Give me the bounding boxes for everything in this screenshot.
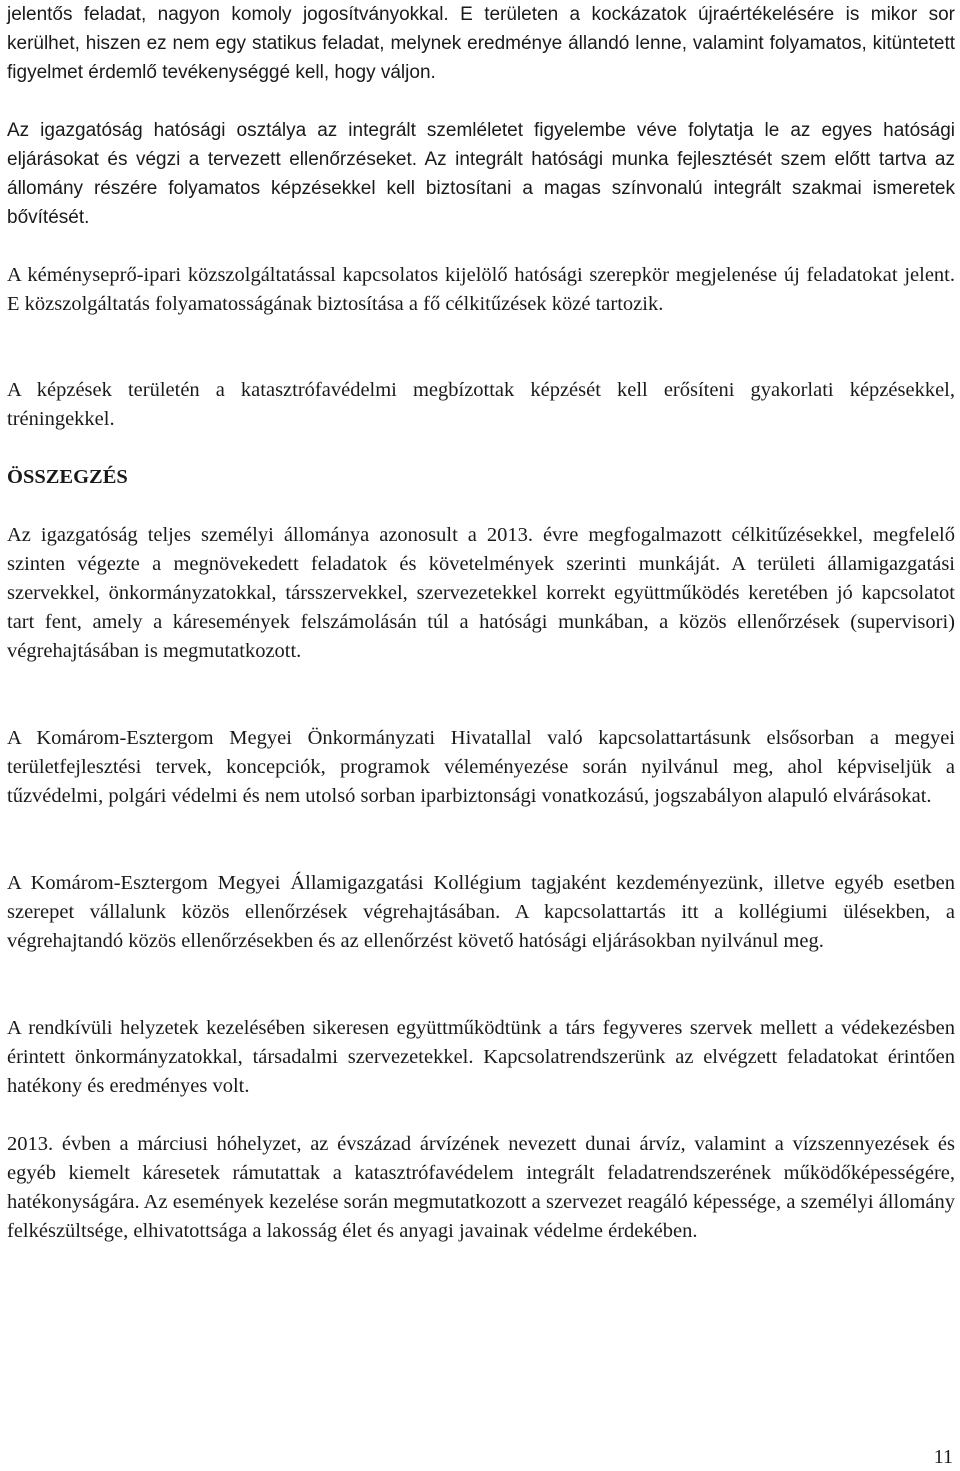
- paragraph-osszegzes: Az igazgatóság teljes személyi állománya azonosult a 2013. évre megfogalmazott célkitűzésekkel, megfelelő szinten végezte a megnövekedett feladatok és követelmények szerinti munkáját. A területi államigazgatási szervekkel, önkormányzatokkal, társszervekkel, szervezetekkel korrekt együttműködés keretében jó kapcsolatot tart fent, amely a káresemények felszámolásán túl a hatósági munkában, a közös ellenőrzések (supervisori) végrehajtásában is megmutatkozott.: [7, 524, 955, 662]
- paragraph-komarom-onkormanyzati: A Komárom-Esztergom Megyei Önkormányzati Hivatallal való kapcsolattartásunk elsősorban a megyei területfejlesztési tervek, koncepciók, programok véleményezése során nyilvánul meg, ahol képviseljük a tűzvédelmi, polgári védelmi és nem utolsó sorban iparbiztonsági vonatkozású, jogszabályon alapuló elvárásokat.: [7, 727, 955, 807]
- paragraph-2013-ev: 2013. évben a márciusi hóhelyzet, az évszázad árvízének nevezett dunai árvíz, valamint a vízszennyezések és egyéb kiemelt káresetek rámutattak a katasztrófavédelem integrált feladatrendszerének működőképességére, hatékonyságára. Az események kezelése során megmutatkozott a szervezet reagáló képessége, a személyi állomány felkészültsége, elhivatottsága a lakosság élet és anyagi javainak védelme érdekében.: [7, 1133, 955, 1242]
- paragraph-kemenysepro: A kéményseprő-ipari közszolgáltatással kapcsolatos kijelölő hatósági szerepkör megjelenése új feladatokat jelent. E közszolgáltatás folyamatosságának biztosítása a fő célkitűzések közé tartozik.: [7, 264, 955, 315]
- paragraph-hatosagi-osztaly: Az igazgatóság hatósági osztálya az integrált szemléletet figyelembe véve folytatja le az egyes hatósági eljárásokat és végzi a tervezett ellenőrzéseket. Az integrált hatósági munka fejlesztését szem előtt tartva az állomány részére folyamatos képzésekkel kell biztosítani a magas színvonalú integrált szakmai ismeretek bővítését.: [7, 120, 955, 228]
- paragraph-kepzesek: A képzések területén a katasztrófavédelmi megbízottak képzését kell erősíteni gyakorlati képzésekkel, tréningekkel.: [7, 379, 955, 430]
- section-heading-osszegzes: ÖSSZEGZÉS: [7, 466, 128, 488]
- paragraph-rendkivuli-helyzetek: A rendkívüli helyzetek kezelésében sikeresen együttműködtünk a társ fegyveres szervek mellett a védekezésben érintett önkormányzatokkal, társadalmi szervezetekkel. Kapcsolatrendszerünk az elvégzett feladatokat érintően hatékony és eredményes volt.: [7, 1017, 955, 1097]
- paragraph-continuation: jelentős feladat, nagyon komoly jogosítványokkal. E területen a kockázatok újraértékelésére is mikor sor kerülhet, hiszen ez nem egy statikus feladat, melynek eredménye állandó lenne, valamint folyamatos, kitüntetett figyelmet érdemlő tevékenységgé kell, hogy váljon.: [7, 4, 955, 83]
- page-number: 11: [933, 1446, 953, 1468]
- paragraph-komarom-allamigazgatasi: A Komárom-Esztergom Megyei Államigazgatási Kollégium tagjaként kezdeményezünk, illetve egyéb esetben szerepet vállalunk közös ellenőrzések végrehajtásában. A kapcsolattartás itt a kollégiumi ülésekben, a végrehajtandó közös ellenőrzésekben és az ellenőrzést követő hatósági eljárásokban nyilvánul meg.: [7, 872, 955, 952]
